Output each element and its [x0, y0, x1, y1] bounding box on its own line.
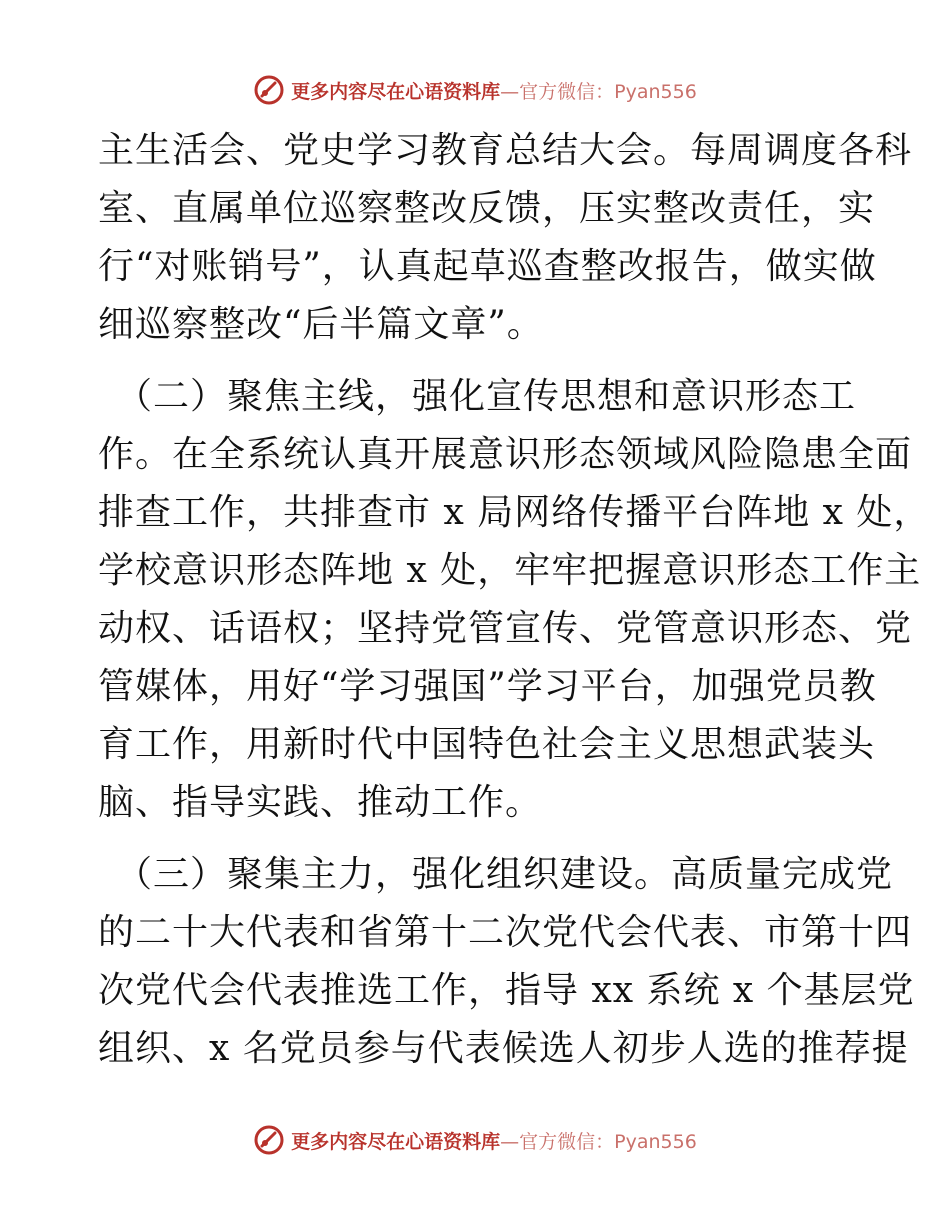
- watermark-text: 更多内容尽在心语资料库—官方微信：Pyan556: [291, 80, 697, 103]
- footer-watermark: [0, 1120, 950, 1160]
- text-line: 排查工作，共排查市 x 局网络传播平台阵地 x 处，: [98, 492, 931, 533]
- section-heading-line: （三）聚集主力，强化组织建设。高质量完成党: [116, 854, 894, 895]
- paragraph-2: [98, 368, 931, 832]
- text-line: 组织、x 名党员参与代表候选人初步人选的推荐提: [98, 1028, 909, 1069]
- brand-logo-icon: [253, 1124, 285, 1156]
- section-heading-line: （二）聚焦主线，强化宣传思想和意识形态工: [116, 376, 857, 417]
- text-line: 室、直属单位巡察整改反馈，压实整改责任，实: [98, 188, 876, 229]
- text-line: 作。在全系统认真开展意识形态领域风险隐患全面: [98, 434, 913, 475]
- text-line: 育工作，用新时代中国特色社会主义思想武装头: [98, 724, 876, 765]
- header-watermark: [0, 70, 950, 110]
- document-body: [98, 122, 931, 1078]
- text-line: 学校意识形态阵地 x 处，牢牢把握意识形态工作主: [98, 550, 922, 591]
- text-line: 管媒体，用好“学习强国”学习平台，加强党员教: [98, 666, 877, 707]
- watermark-text: 更多内容尽在心语资料库—官方微信：Pyan556: [291, 1130, 697, 1153]
- text-line: 行“对账销号”，认真起草巡查整改报告，做实做: [98, 246, 877, 287]
- text-line: 主生活会、党史学习教育总结大会。每周调度各科: [98, 130, 913, 171]
- paragraph-3: [98, 846, 915, 1078]
- text-line: 动权、话语权；坚持党管宣传、党管意识形态、党: [98, 608, 913, 649]
- text-line: 脑、指导实践、推动工作。: [98, 782, 543, 823]
- paragraph-1: [98, 122, 913, 354]
- brand-logo-icon: [253, 74, 285, 106]
- text-line: 次党代会代表推选工作，指导 xx 系统 x 个基层党: [98, 970, 915, 1011]
- text-line: 的二十大代表和省第十二次党代会代表、市第十四: [98, 912, 913, 953]
- text-line: 细巡察整改“后半篇文章”。: [98, 304, 544, 345]
